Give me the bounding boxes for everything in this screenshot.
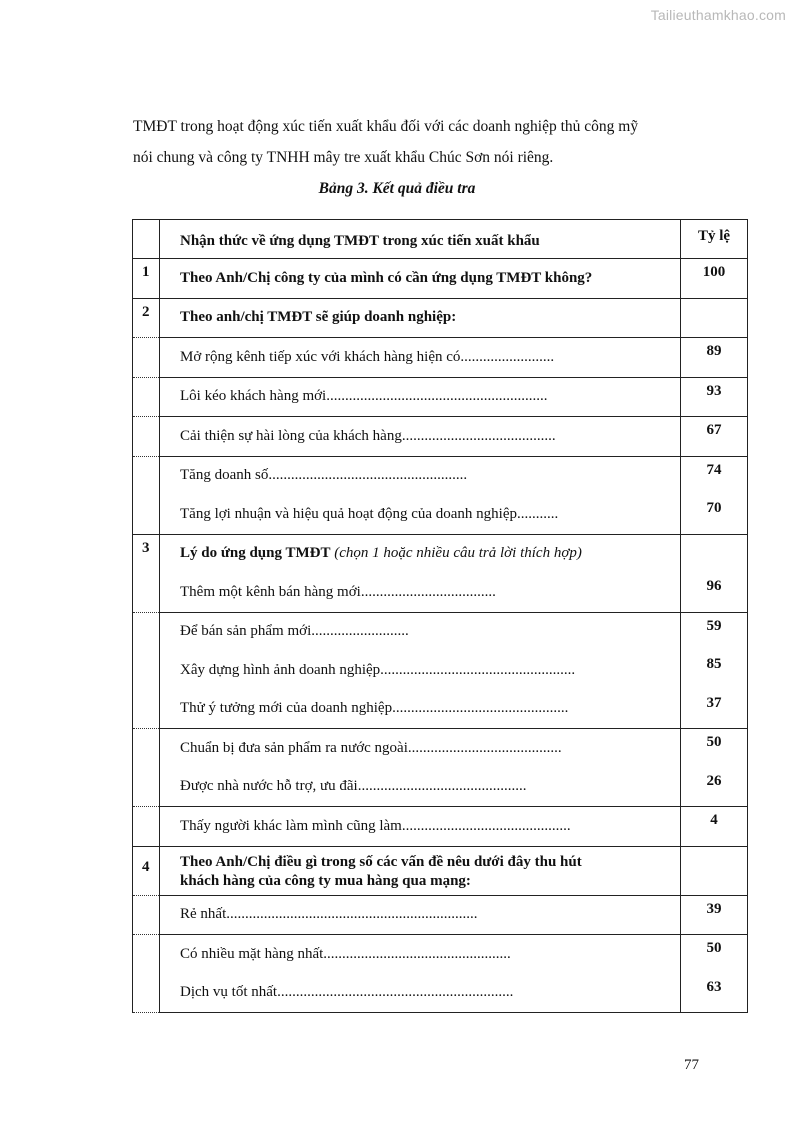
rate-cell bbox=[681, 534, 748, 612]
answer-text: Chuẩn bị đưa sản phẩm ra nước ngoài......................................... bbox=[180, 739, 562, 756]
rate-value: 85 bbox=[706, 656, 722, 672]
question-number-cell bbox=[133, 298, 160, 338]
rate-value: 4 bbox=[710, 812, 718, 828]
question-note: (chọn 1 hoặc nhiều câu trả lời thích hợp) bbox=[334, 545, 582, 562]
header-rate-cell bbox=[681, 220, 748, 259]
rate-value: 100 bbox=[702, 264, 726, 280]
table-row bbox=[133, 377, 748, 417]
question-cell bbox=[160, 298, 681, 338]
table-row bbox=[133, 417, 748, 457]
table-row bbox=[133, 729, 748, 807]
intro-line-1: TMĐT trong hoạt động xúc tiến xuất khẩu đối với các doanh nghiệp thủ công mỹ bbox=[133, 118, 639, 135]
rate-value: 59 bbox=[706, 617, 722, 634]
rate-cell bbox=[681, 259, 748, 299]
question-number: 4 bbox=[142, 858, 150, 875]
question-cell bbox=[160, 534, 681, 612]
question-number-cell bbox=[133, 259, 160, 299]
answer-text: Thêm một kênh bán hàng mới.................................... bbox=[180, 583, 496, 600]
answer-text: Thử ý tưởng mới của doanh nghiệp............................................... bbox=[180, 700, 569, 717]
table-caption: Bảng 3. Kết quả điều tra bbox=[318, 180, 476, 197]
answer-text: Thấy người khác làm mình cũng làm............................................. bbox=[180, 817, 571, 834]
header-num-cell bbox=[133, 220, 160, 259]
table-row bbox=[133, 534, 748, 612]
question-text: Theo anh/chị TMĐT sẽ giúp doanh nghiệp: bbox=[180, 309, 457, 326]
question-number: 2 bbox=[142, 303, 150, 320]
rate-value: 26 bbox=[706, 772, 722, 789]
question-number: 3 bbox=[142, 539, 150, 556]
table-row bbox=[133, 338, 748, 378]
table-row bbox=[133, 846, 748, 895]
question-text: Theo Anh/Chị công ty của mình có cần ứng dụng TMĐT không? bbox=[180, 269, 593, 286]
rate-value: 70 bbox=[706, 500, 722, 516]
answer-text: Dịch vụ tốt nhất............................................................... bbox=[180, 984, 514, 1001]
rate-value: 39 bbox=[706, 900, 722, 917]
table-row bbox=[133, 456, 748, 534]
question-text-line-2: khách hàng của công ty mua hàng qua mạng: bbox=[180, 872, 471, 889]
table-row bbox=[133, 895, 748, 935]
survey-results-table bbox=[132, 219, 748, 1013]
answer-text: Tăng lợi nhuận và hiệu quả hoạt động của doanh nghiệp........... bbox=[180, 505, 559, 522]
table-row bbox=[133, 807, 748, 847]
table-row bbox=[133, 259, 748, 299]
question-text bbox=[160, 847, 680, 895]
question-title-line bbox=[160, 535, 680, 574]
question-number-cell bbox=[133, 534, 160, 612]
answer-text: Có nhiều mặt hàng nhất.................................................. bbox=[180, 945, 511, 962]
rate-value: 93 bbox=[706, 382, 722, 399]
answer-text: Xây dựng hình ảnh doanh nghiệp.................................................... bbox=[180, 661, 576, 678]
table-row bbox=[133, 935, 748, 1013]
question-number: 1 bbox=[142, 264, 150, 280]
question-text: Lý do ứng dụng TMĐT bbox=[180, 545, 331, 562]
rate-value: 50 bbox=[706, 940, 722, 956]
answer-text: Tăng doanh số..................................................... bbox=[180, 467, 468, 484]
rate-value: 67 bbox=[706, 422, 722, 438]
header-title: Nhận thức về ứng dụng TMĐT trong xúc tiến xuất khẩu bbox=[180, 232, 540, 249]
question-cell bbox=[160, 259, 681, 299]
header-title-cell bbox=[160, 220, 681, 259]
rate-value: 50 bbox=[706, 734, 722, 750]
question-number-cell bbox=[133, 846, 160, 895]
rate-value: 74 bbox=[706, 461, 722, 478]
question-text-line-1: Theo Anh/Chị điều gì trong số các vấn đề nêu dưới đây thu hút bbox=[180, 853, 582, 870]
watermark: Tailieuthamkhao.com bbox=[650, 7, 786, 23]
answer-text: Mở rộng kênh tiếp xúc với khách hàng hiện có......................... bbox=[180, 348, 555, 365]
table-row bbox=[133, 612, 748, 729]
question-cell bbox=[160, 846, 681, 895]
rate-value: 96 bbox=[706, 578, 722, 594]
header-rate: Tỷ lệ bbox=[697, 228, 731, 244]
answer-text: Lôi kéo khách hàng mới........................................................... bbox=[180, 388, 548, 405]
answer-text: Để bán sản phẩm mới.......................... bbox=[180, 623, 409, 640]
page-number: 77 bbox=[684, 1057, 699, 1073]
rate-cell bbox=[681, 298, 748, 338]
answer-text: Cải thiện sự hài lòng của khách hàng......................................... bbox=[180, 427, 556, 444]
intro-line-2: nói chung và công ty TNHH mây tre xuất khẩu Chúc Sơn nói riêng. bbox=[133, 149, 554, 166]
rate-cell bbox=[681, 846, 748, 895]
rate-value: 63 bbox=[706, 978, 722, 995]
table-row bbox=[133, 298, 748, 338]
table-header-row bbox=[133, 220, 748, 259]
answer-text: Được nhà nước hỗ trợ, ưu đãi............................................. bbox=[180, 778, 527, 795]
rate-value: 37 bbox=[706, 694, 722, 711]
rate-value: 89 bbox=[706, 343, 722, 359]
answer-text: Rẻ nhất................................................................... bbox=[180, 906, 478, 923]
